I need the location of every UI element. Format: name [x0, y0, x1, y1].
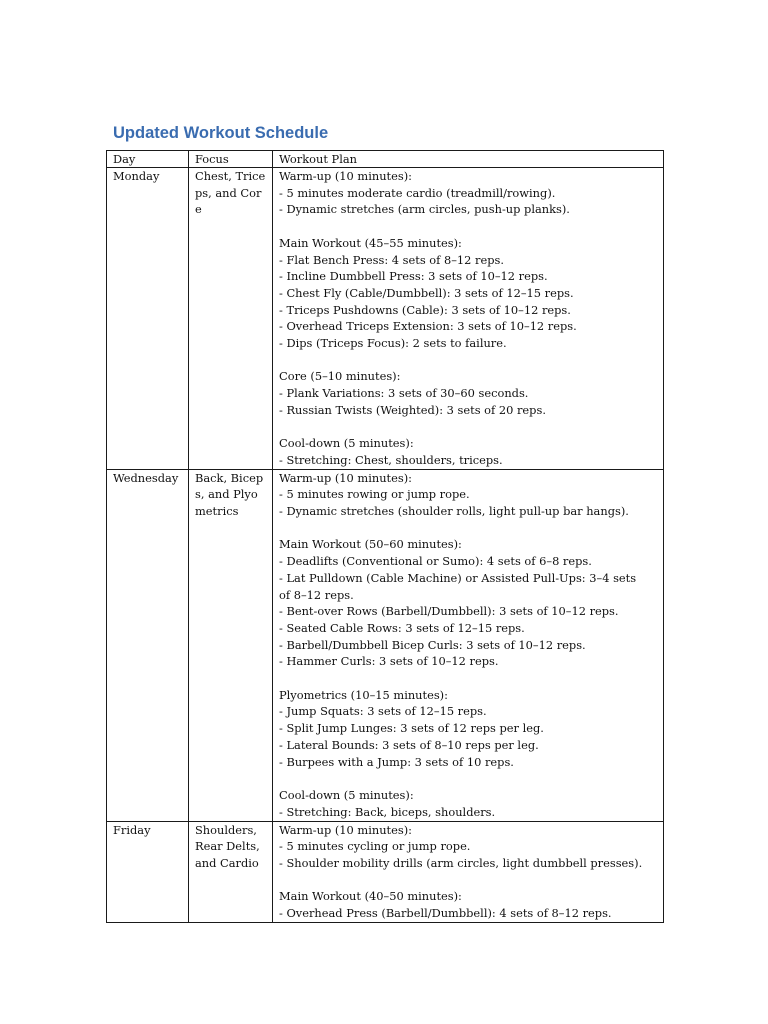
plan-line: - Lateral Bounds: 3 sets of 8–10 reps per leg.: [279, 737, 539, 752]
header-workout-plan: Workout Plan: [273, 151, 664, 168]
plan-spacer: [279, 352, 659, 369]
table-row: [107, 168, 664, 470]
plan-line: Main Workout (45–55 minutes):: [279, 235, 462, 250]
plan-spacer: [279, 872, 659, 889]
plan-line: - Stretching: Chest, shoulders, triceps.: [279, 452, 503, 467]
plan-line: Cool-down (5 minutes):: [279, 436, 414, 451]
plan-line: - Shoulder mobility drills (arm circles, light dumbbell presses).: [279, 856, 643, 871]
plan-cell: [273, 168, 664, 470]
plan-spacer: [279, 218, 659, 235]
plan-line: - Plank Variations: 3 sets of 30–60 seconds.: [279, 386, 529, 401]
plan-line: Main Workout (40–50 minutes):: [279, 889, 462, 904]
plan-line: Plyometrics (10–15 minutes):: [279, 687, 448, 702]
plan-line: - Jump Squats: 3 sets of 12–15 reps.: [279, 704, 487, 719]
plan-line: - 5 minutes moderate cardio (treadmill/rowing).: [279, 185, 556, 200]
plan-line: - 5 minutes cycling or jump rope.: [279, 839, 471, 854]
plan-spacer: [279, 770, 659, 787]
plan-line: - Split Jump Lunges: 3 sets of 12 reps per leg.: [279, 721, 544, 736]
plan-line: Core (5–10 minutes):: [279, 369, 401, 384]
plan-cell: [273, 469, 664, 821]
plan-cell: [273, 821, 664, 922]
table-row: [107, 821, 664, 922]
day-cell: Friday: [107, 821, 189, 922]
plan-line: - Seated Cable Rows: 3 sets of 12–15 reps.: [279, 620, 525, 635]
plan-line: Warm-up (10 minutes):: [279, 169, 412, 183]
plan-line: - Triceps Pushdowns (Cable): 3 sets of 10–12 reps.: [279, 302, 571, 317]
table-row: [107, 469, 664, 821]
plan-spacer: [279, 419, 659, 436]
plan-line: - Stretching: Back, biceps, shoulders.: [279, 804, 496, 819]
plan-line: - Chest Fly (Cable/Dumbbell): 3 sets of 12–15 reps.: [279, 285, 574, 300]
header-focus: Focus: [189, 151, 273, 168]
plan-line: - Lat Pulldown (Cable Machine) or Assisted Pull-Ups: 3–4 sets: [279, 570, 637, 585]
workout-schedule-table: [106, 150, 664, 923]
plan-spacer: [279, 520, 659, 537]
plan-line: - Dynamic stretches (shoulder rolls, light pull-up bar hangs).: [279, 504, 629, 519]
focus-cell: Shoulders, Rear Delts, and Cardio: [189, 821, 273, 922]
plan-line: - Burpees with a Jump: 3 sets of 10 reps.: [279, 754, 514, 769]
plan-line: - Flat Bench Press: 4 sets of 8–12 reps.: [279, 252, 504, 267]
table-header-row: [107, 151, 664, 168]
plan-line: Cool-down (5 minutes):: [279, 787, 414, 802]
plan-line: - 5 minutes rowing or jump rope.: [279, 487, 470, 502]
plan-line: - Russian Twists (Weighted): 3 sets of 20 reps.: [279, 402, 546, 417]
plan-line: - Overhead Press (Barbell/Dumbbell): 4 sets of 8–12 reps.: [279, 906, 612, 921]
focus-cell: Chest, Triceps, and Core: [189, 168, 273, 470]
plan-line: - Dynamic stretches (arm circles, push-up planks).: [279, 202, 570, 217]
page-title: Updated Workout Schedule: [113, 124, 329, 142]
plan-line: Warm-up (10 minutes):: [279, 822, 412, 837]
header-day: Day: [107, 151, 189, 168]
plan-line: - Deadlifts (Conventional or Sumo): 4 sets of 6–8 reps.: [279, 554, 592, 569]
day-cell: Wednesday: [107, 469, 189, 821]
plan-line: - Dips (Triceps Focus): 2 sets to failure.: [279, 336, 507, 351]
day-cell: Monday: [107, 168, 189, 470]
plan-line: Warm-up (10 minutes):: [279, 470, 412, 485]
plan-line: - Bent-over Rows (Barbell/Dumbbell): 3 sets of 10–12 reps.: [279, 604, 619, 619]
plan-line: - Barbell/Dumbbell Bicep Curls: 3 sets of 10–12 reps.: [279, 637, 586, 652]
plan-spacer: [279, 670, 659, 687]
plan-line: - Incline Dumbbell Press: 3 sets of 10–12 reps.: [279, 269, 548, 284]
focus-cell: Back, Biceps, and Plyometrics: [189, 469, 273, 821]
plan-line: Main Workout (50–60 minutes):: [279, 537, 462, 552]
plan-line: of 8–12 reps.: [279, 587, 354, 602]
plan-line: - Hammer Curls: 3 sets of 10–12 reps.: [279, 654, 499, 669]
plan-line: - Overhead Triceps Extension: 3 sets of 10–12 reps.: [279, 319, 577, 334]
